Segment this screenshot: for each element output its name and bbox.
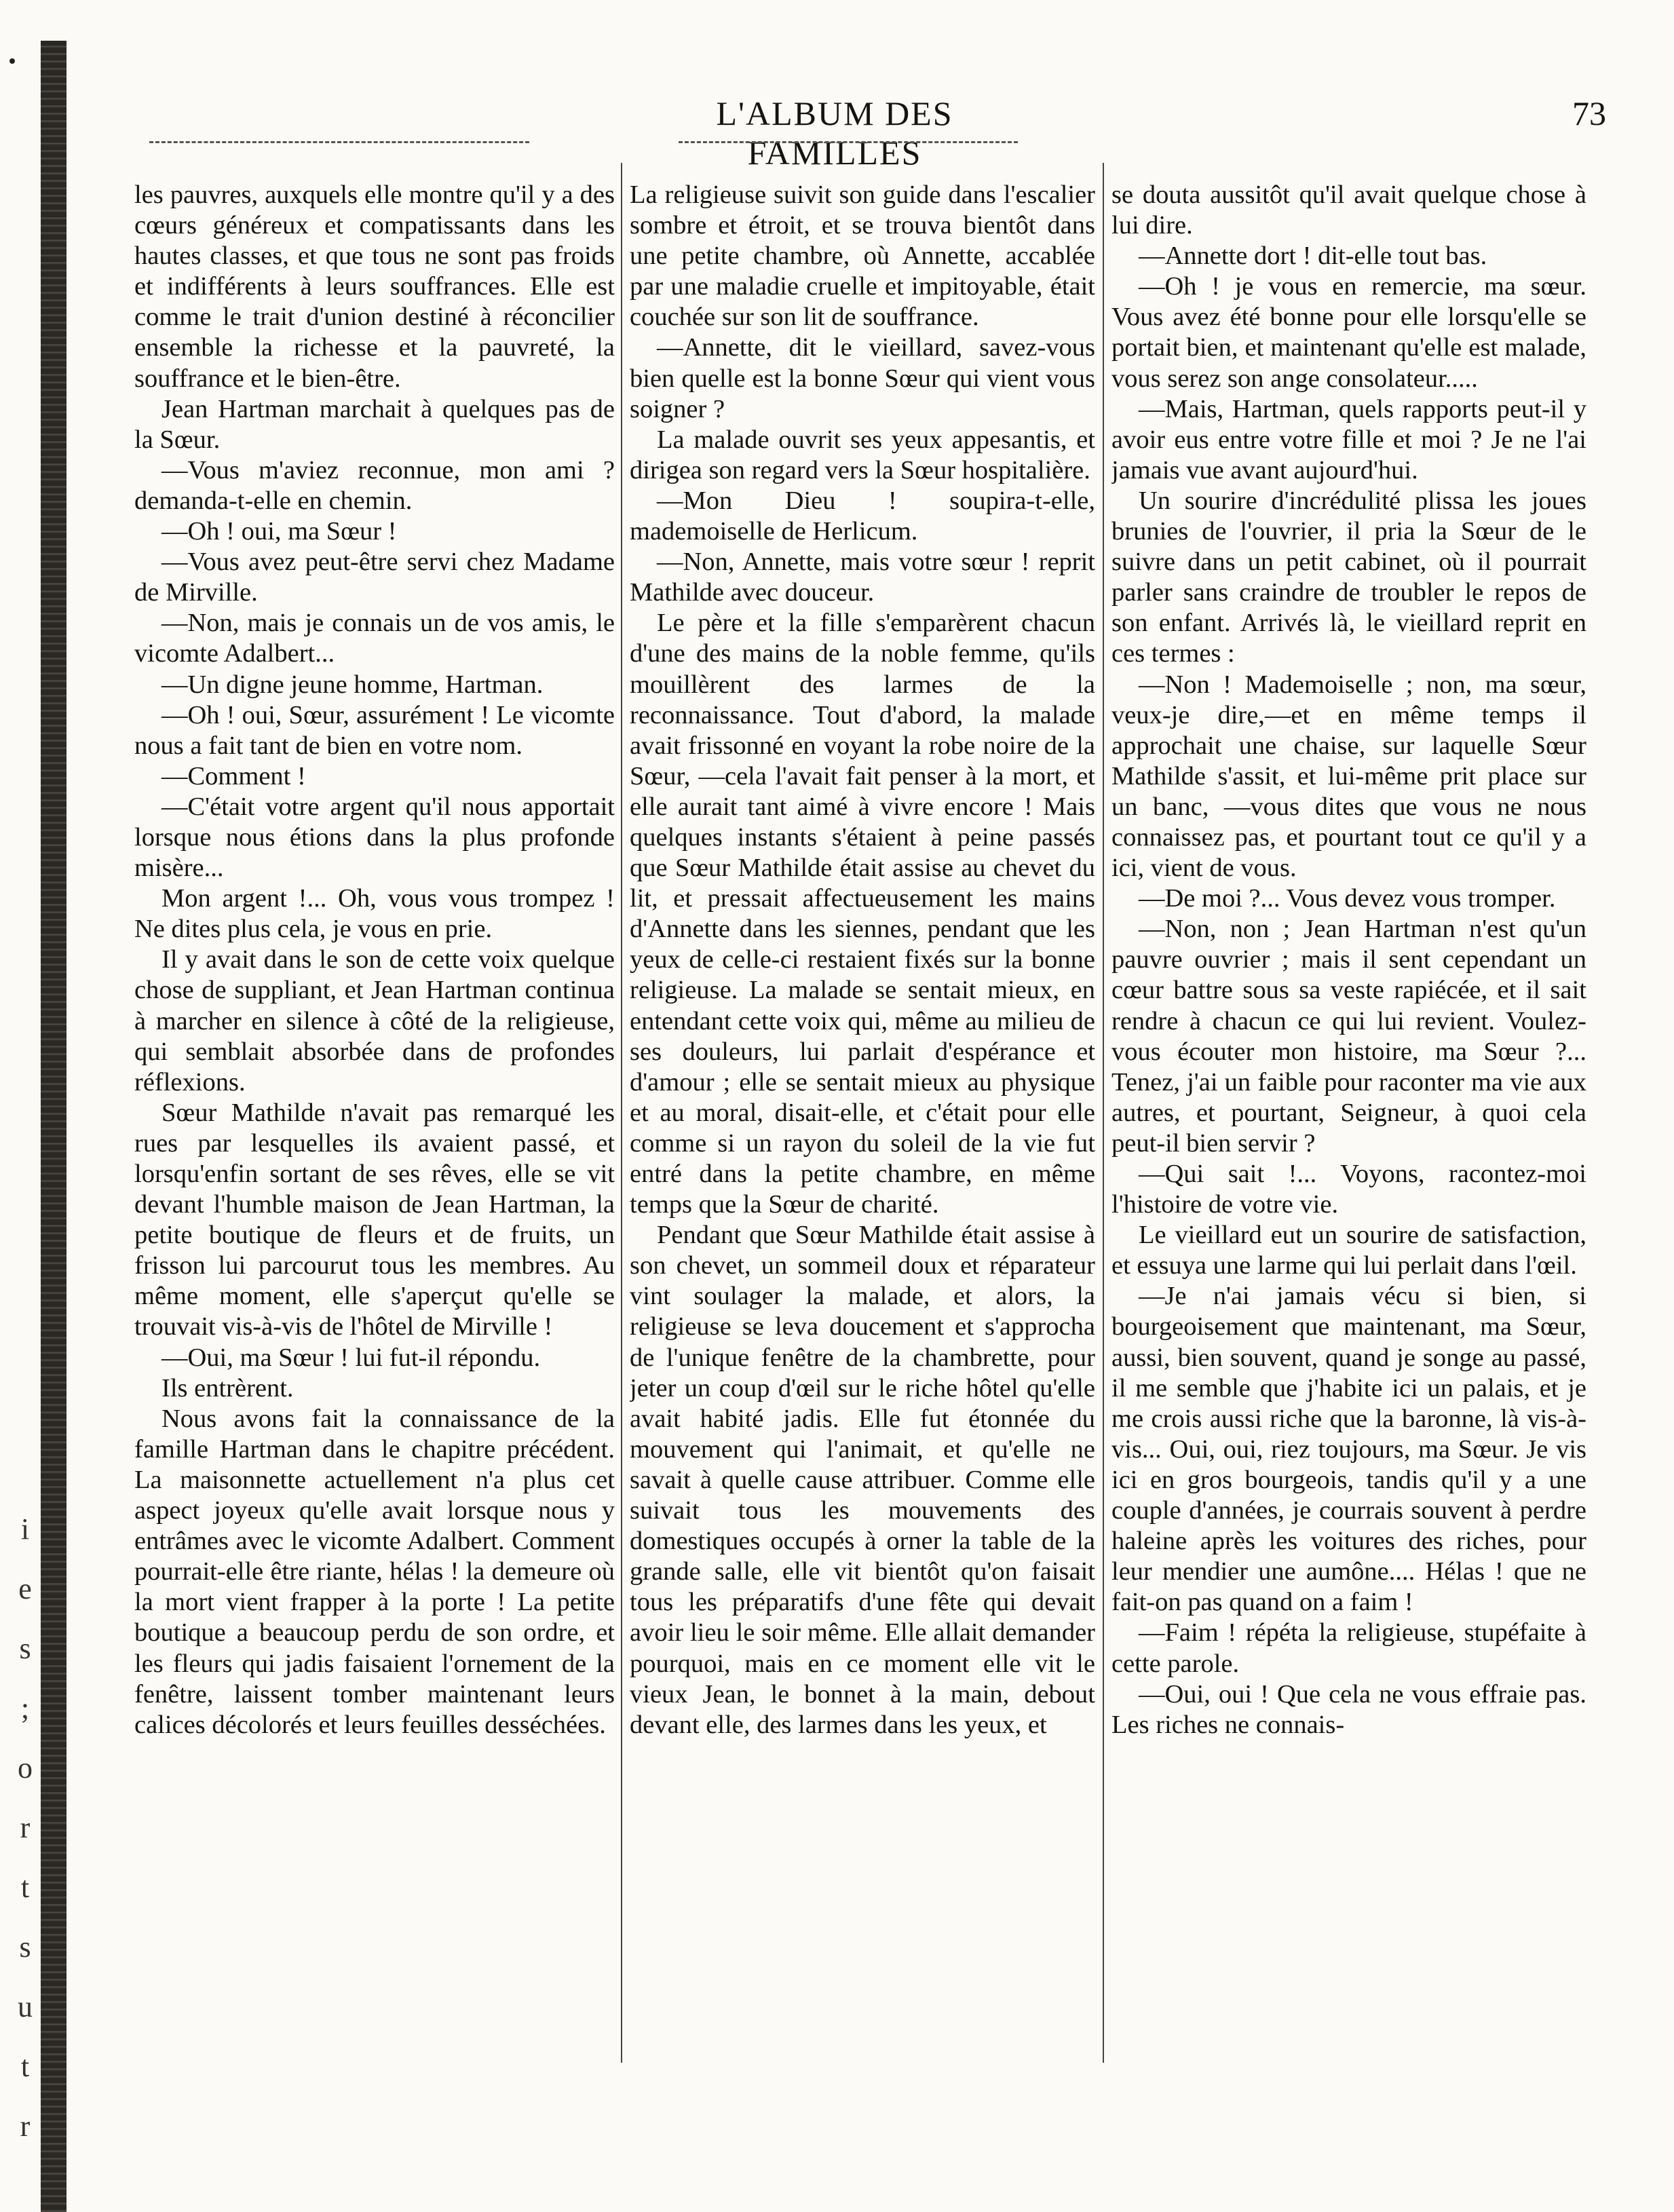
paragraph: Un sourire d'incrédulité plissa les joues brunies de l'ouvrier, il pria la Sœur de le suivre dans un petit cabinet, où il pourrait parler sans craindre de troubler le repos de son enfant. Arrivés là, le vieillard reprit en ces termes : [1111,486,1586,668]
paragraph: Pendant que Sœur Mathilde était assise à son chevet, un sommeil doux et réparateur vint soulager la malade, et alors, la religieuse se leva doucement et s'approcha de l'unique fenêtre de la chambrette, pour jeter un coup d'œil sur le riche hôtel qu'elle avait habité jadis. Elle fut étonnée du mouvement qui l'animait, et qu'elle ne savait à quelle cause attribuer. Comme elle suivait tous les mouvements des domestiques occupés à orner la table de la grande salle, elle vit bientôt qu'on faisait tous les préparatifs d'une fête qui devait avoir lieu le soir même. Elle allait demander pourquoi, mais en ce moment elle vit le vieux Jean, le bonnet à la main, debout devant elle, des larmes dans les yeux, et [630,1221,1095,1739]
margin-mark: o [18,1751,33,1785]
paragraph: Mon argent !... Oh, vous vous trompez ! Ne dites plus cela, je vous en prie. [134,884,615,944]
paragraph: —Oh ! oui, Sœur, assurément ! Le vicomte nous a fait tant de bien en votre nom. [134,700,615,760]
paragraph: —Oh ! oui, ma Sœur ! [161,517,397,546]
paragraph: —Vous m'aviez reconnue, mon ami ? demanda-t-elle en chemin. [134,455,615,515]
margin-mark: s [19,1632,31,1665]
edge-speck [9,58,15,64]
paragraph: —Un digne jeune homme, Hartman. [161,670,544,699]
header-rule-left [149,141,529,143]
paragraph: Le père et la fille s'emparèrent chacun d'une des mains de la noble femme, qu'ils mouillèrent des larmes de la reconnaissance. Tout d'abord, la malade avait frissonné en voyant la robe noire de la Sœur, —cela l'avait fait penser à la mort, et elle aurait tant aimé à vivre encore ! Mais quelques instants s'étaient à peine passés que Sœur Mathilde était assise au chevet du lit, et pressait affectueusement les mains d'Annette dans les siennes, pendant que les yeux de celle-ci restaient fixés sur la bonne religieuse. La malade se sentait mieux, en entendant cette voix qui, même au milieu de ses douleurs, lui parlait d'espérance et d'amour ; elle se sentait mieux au physique et au moral, disait-elle, et c'était pour elle comme si un rayon du soleil de la vie fut entré dans la petite chambre, en même temps que la Sœur de charité. [630,609,1095,1219]
paragraph: —Non ! Mademoiselle ; non, ma sœur, veux-je dire,—et en même temps il approchait une chaise, sur laquelle Sœur Mathilde s'assit, et lui-même prit place sur un banc, —vous dites que vous ne nous connaissez pas, et pourtant tout ce qu'il y a ici, vient de vous. [1111,670,1586,883]
margin-mark: r [20,2110,31,2143]
paragraph: —Faim ! répéta la religieuse, stupéfaite à cette parole. [1111,1618,1586,1678]
margin-mark: e [18,1572,32,1605]
margin-mark: r [20,1811,31,1844]
column-divider [621,163,622,2063]
margin-mark: s [19,1930,31,1964]
paragraph: —Annette, dit le vieillard, savez-vous bien quelle est la bonne Sœur qui vient vous soigner ? [630,333,1095,423]
paragraph: La malade ouvrit ses yeux appesantis, et dirigea son regard vers la Sœur hospitalière. [630,425,1095,484]
paragraph: —C'était votre argent qu'il nous apportait lorsque nous étions dans la plus profonde misère... [134,792,615,883]
margin-mark: ; [20,1692,30,1725]
paragraph: —De moi ?... Vous devez vous tromper. [1139,884,1556,913]
paragraph: Sœur Mathilde n'avait pas remarqué les rues par lesquelles ils avaient passé, et lorsqu'enfin sortant de ses rêves, elle se vit devant l'humble maison de Jean Hartman, la petite boutique de fleurs et de fruits, un frisson lui parcourut tous les membres. Au même moment, elle s'aperçut qu'elle se trouvait vis-à-vis de l'hôtel de Mirville ! [134,1098,615,1341]
margin-mark: u [18,1990,33,2023]
paragraph: —Oh ! je vous en remercie, ma sœur. Vous avez été bonne pour elle lorsqu'elle se portait bien, et maintenant qu'elle est malade, vous serez son ange consolateur..... [1111,272,1586,393]
paragraph: —Oui, ma Sœur ! lui fut-il répondu. [161,1343,541,1372]
paragraph: —Je n'ai jamais vécu si bien, si bourgeoisement que maintenant, ma Sœur, aussi, bien souvent, quand je songe au passé, il me semble que j'habite ici un palais, et je me crois aussi riche que la baronne, là vis-à-vis... Oui, oui, riez toujours, ma Sœur. Je vis ici en gros bourgeois, tandis qu'il y a une couple d'années, je courrais souvent à perdre haleine après les voitures des riches, pour leur mendier une aumône.... Hélas ! que ne fait-on pas quand on a faim ! [1111,1282,1586,1617]
text-column-3 [1111,180,1586,2093]
paragraph: —Non, Annette, mais votre sœur ! reprit Mathilde avec douceur. [630,548,1095,607]
paragraph: —Vous avez peut-être servi chez Madame de Mirville. [134,548,615,607]
paragraph: —Mais, Hartman, quels rapports peut-il y avoir eus entre votre fille et moi ? Je ne l'ai jamais vue avant aujourd'hui. [1111,394,1586,484]
paragraph: Nous avons fait la connaissance de la famille Hartman dans le chapitre précédent. La maisonnette actuellement n'a plus cet aspect joyeux qu'elle avait lorsque nous y entrâmes avec le vicomte Adalbert. Comment pourrait-elle être riante, hélas ! la demeure où la mort vient frapper à la porte ! La petite boutique a beaucoup perdu de son ordre, et les fleurs qui jadis faisaient l'ornement de la fenêtre, laissent tomber maintenant leurs calices décolorés et leurs feuilles desséchées. [134,1404,615,1739]
margin-mark: t [20,1871,30,1904]
paragraph: La religieuse suivit son guide dans l'escalier sombre et étroit, et se trouva bientôt dans une petite chambre, où Annette, accablée par une maladie cruelle et impitoyable, était couchée sur son lit de souffrance. [630,180,1095,332]
paragraph: Jean Hartman marchait à quelques pas de la Sœur. [134,394,615,454]
paragraph: —Non, mais je connais un de vos amis, le vicomte Adalbert... [134,609,615,668]
paragraph: se douta aussitôt qu'il avait quelque chose à lui dire. [1111,180,1586,240]
left-margin-marks [15,1500,35,2156]
margin-mark: i [20,1512,30,1546]
paragraph: Il y avait dans le son de cette voix quelque chose de suppliant, et Jean Hartman continua à marcher en silence à côté de la religieuse, qui semblait absorbée dans de profondes réflexions. [134,945,615,1097]
paragraph: —Qui sait !... Voyons, racontez-moi l'histoire de votre vie. [1111,1160,1586,1219]
paragraph: Ils entrèrent. [161,1373,294,1403]
text-column-2 [630,180,1095,2093]
column-divider [1103,163,1104,2063]
paragraph: —Non, non ; Jean Hartman n'est qu'un pauvre ouvrier ; mais il sent cependant un cœur battre sous sa veste rapiécée, et il sait rendre à chacun ce qui lui revient. Voulez-vous écouter mon histoire, ma Sœur ?... Tenez, j'ai un faible pour raconter ma vie aux autres, et pourtant, Seigneur, à quoi cela peut-il bien servir ? [1111,915,1586,1158]
paragraph: —Annette dort ! dit-elle tout bas. [1139,242,1487,271]
paragraph: les pauvres, auxquels elle montre qu'il y a des cœurs généreux et compatissants dans les hautes classes, et que tous ne sont pas froids et indifférents à leurs souffrances. Elle est comme le trait d'union destiné à réconcilier ensemble la richesse et la pauvreté, la souffrance et le bien-être. [134,180,615,393]
paragraph: Le vieillard eut un sourire de satisfaction, et essuya une larme qui lui perlait dans l'œil. [1111,1221,1586,1280]
header-rule-right [679,141,1018,143]
paragraph: —Oui, oui ! Que cela ne vous effraie pas. Les riches ne connais- [1111,1679,1586,1739]
running-title: L'ALBUM DES FAMILLES [716,94,953,172]
margin-mark: t [20,2050,30,2083]
page-header [0,94,1674,172]
page-binding-edge [41,41,66,2212]
paragraph: —Mon Dieu ! soupira-t-elle, mademoiselle de Herlicum. [630,486,1095,546]
text-column-1 [134,180,615,2093]
paragraph: —Comment ! [161,761,306,790]
page-number: 73 [1572,94,1606,132]
